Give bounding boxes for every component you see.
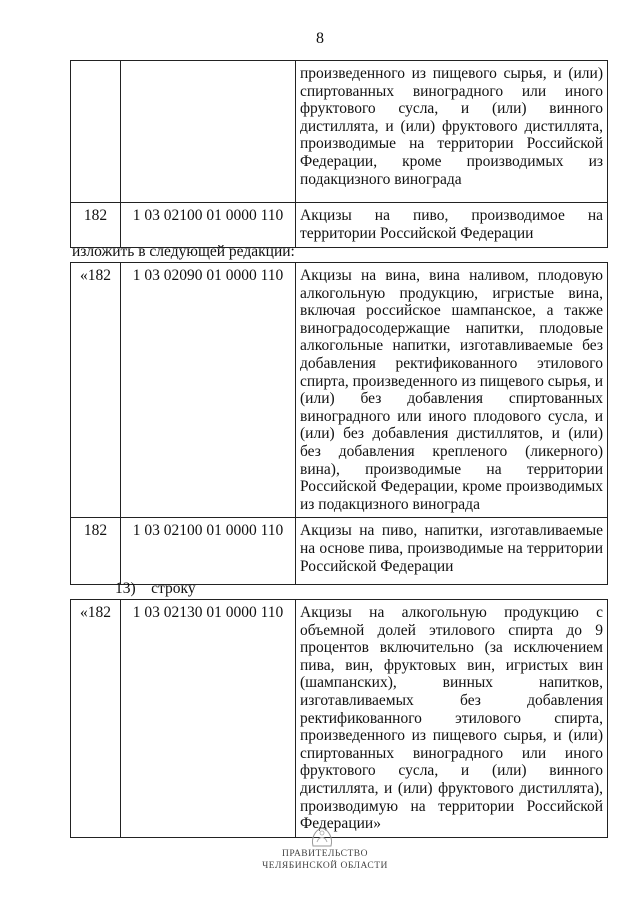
kbk-code-cell (121, 61, 296, 203)
description-cell (296, 263, 608, 518)
admin-code-cell: 182 (71, 518, 121, 585)
kbk-code-cell: 1 03 02130 01 0000 110 (121, 600, 296, 838)
admin-code-cell (71, 61, 121, 203)
description-cell (296, 61, 608, 203)
stamp-line-1: ПРАВИТЕЛЬСТВО (282, 849, 368, 859)
admin-code-cell: «182 (71, 263, 121, 518)
redaction-paragraph: изложить в следующей редакции: (72, 243, 295, 260)
kbk-code-cell: 1 03 02090 01 0000 110 (121, 263, 296, 518)
description-cell (296, 518, 608, 585)
budget-table-item-13 (70, 599, 608, 838)
table-row (71, 61, 608, 203)
description-cell (296, 600, 608, 838)
budget-table-continuation (70, 60, 608, 248)
description-text: произведенного из пищевого сырья, и (или) спиртованных виноградного или иного фруктового сусла, и (или) винного дистиллята, и (или) фруктового дистиллята, производимые на территории Российской Федерации, кроме производимых из подакцизного винограда (300, 65, 603, 188)
budget-table-new (70, 262, 608, 585)
item-13-paragraph: 13) строку (115, 580, 196, 597)
table-row (71, 203, 608, 248)
description-cell (296, 203, 608, 248)
description-text: Акцизы на алкогольную продукцию с объемной долей этилового спирта до 9 процентов включительно (за исключением пива, вин, фруктовых вин, игристых вин (шампанских), винных напитков, изготавливаемых без добавления ректификованного этилового спирта, произведенного из пищевого сырья, и (или) спиртованных виноградного или иного фруктового сусла, и (или) винного дистиллята, и (или) фруктового дистиллята), производимую на территории Российской Федерации» (300, 604, 603, 833)
kbk-code-cell: 1 03 02100 01 0000 110 (121, 203, 296, 248)
stamp-line-2: ЧЕЛЯБИНСКОЙ ОБЛАСТИ (262, 861, 388, 871)
description-text: Акцизы на пиво, напитки, изготавливаемые на основе пива, производимые на территории Российской Федерации (300, 522, 603, 575)
page-number: 8 (316, 30, 324, 47)
table-row (71, 518, 608, 585)
table-row (71, 263, 608, 518)
government-stamp (240, 848, 410, 872)
admin-code-cell: 182 (71, 203, 121, 248)
kbk-code-cell: 1 03 02100 01 0000 110 (121, 518, 296, 585)
description-text: Акцизы на пиво, производимое на территории Российской Федерации (300, 207, 603, 242)
description-text: Акцизы на вина, вина наливом, плодовую алкогольную продукцию, игристые вина, включая российское шампанское, а также виноградосодержащие напитки, плодовые алкогольные напитки, изготавливаемые без добавления ректификованного этилового спирта, произведенного из пищевого сырья, и (или) без добавления спиртованных виноградного или иного плодового сусла, и (или) без добавления дистиллятов, и (или) без добавления крепленого (ликерного) вина), производимые на территории Российской Федерации, кроме производимых из подакцизного винограда (300, 267, 603, 513)
admin-code-cell: «182 (71, 600, 121, 838)
table-row (71, 600, 608, 838)
